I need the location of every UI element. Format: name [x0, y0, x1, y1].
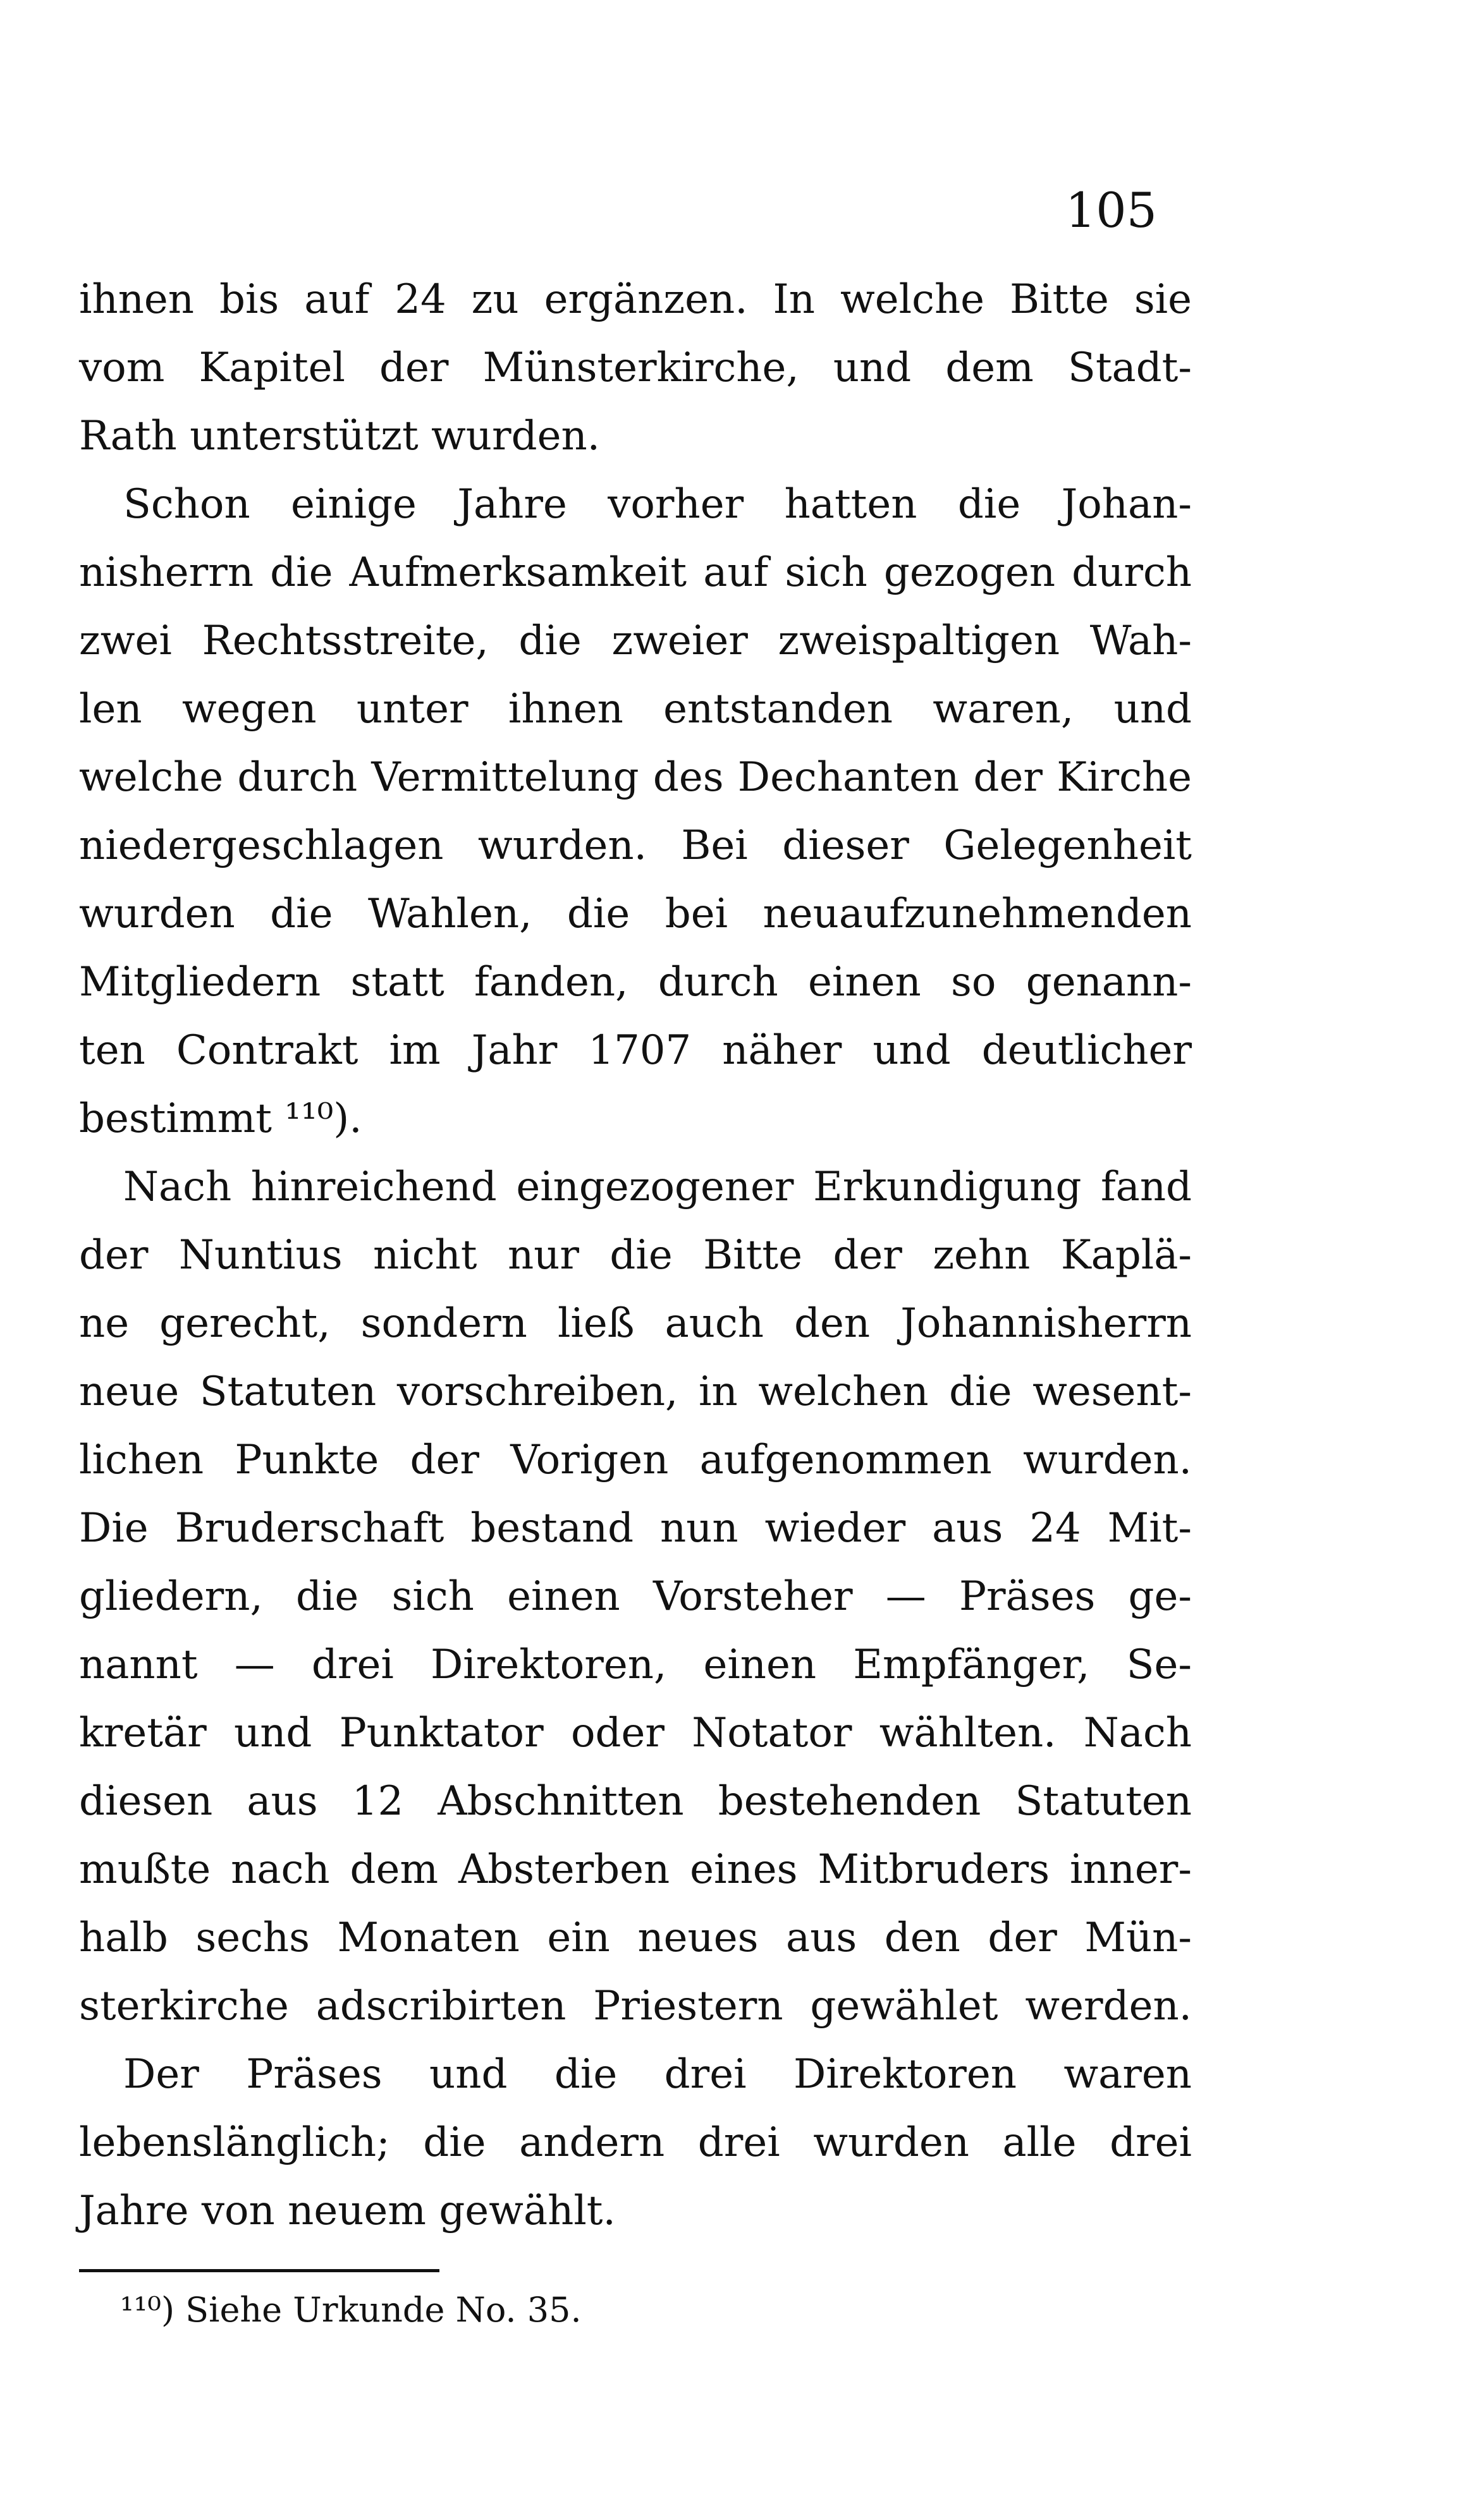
- text-line: lebenslänglich; die andern drei wurden alle drei: [79, 2119, 1192, 2166]
- text-line: welche durch Vermittelung des Dechanten der Kirche: [79, 754, 1192, 801]
- text-line: neue Statuten vorschreiben, in welchen die wesent-: [79, 1368, 1192, 1415]
- text-line: wurden die Wahlen, die bei neuaufzunehmenden: [79, 891, 1192, 937]
- text-line: Jahre von neuem gewählt.: [79, 2188, 616, 2234]
- text-line: halb sechs Monaten ein neues aus den der Mün-: [79, 1914, 1192, 1961]
- text-line: vom Kapitel der Münsterkirche, und dem Stadt-: [79, 344, 1192, 391]
- text-line: Schon einige Jahre vorher hatten die Johan-: [123, 481, 1192, 528]
- text-line: nisherrn die Aufmerksamkeit auf sich gezogen durch: [79, 549, 1192, 596]
- text-line: kretär und Punktator oder Notator wählten. Nach: [79, 1710, 1192, 1756]
- text-line: gliedern, die sich einen Vorsteher — Präses ge-: [79, 1573, 1192, 1620]
- text-line: Mitgliedern statt fanden, durch einen so genann-: [79, 959, 1192, 1006]
- text-line: der Nuntius nicht nur die Bitte der zehn Kaplä-: [79, 1232, 1192, 1279]
- footnote-divider: [79, 2269, 439, 2272]
- text-line: Der Präses und die drei Direktoren waren: [123, 2051, 1192, 2098]
- text-line: mußte nach dem Absterben eines Mitbruders inner-: [79, 1846, 1192, 1893]
- text-line: Die Bruderschaft bestand nun wieder aus 24 Mit-: [79, 1505, 1192, 1552]
- text-line: nannt — drei Direktoren, einen Empfänger, Se-: [79, 1641, 1192, 1688]
- text-line: ne gerecht, sondern ließ auch den Johannisherrn: [79, 1300, 1192, 1347]
- footnote: ¹¹⁰) Siehe Urkunde No. 35.: [120, 2290, 582, 2330]
- text-line: bestimmt ¹¹⁰).: [79, 1095, 362, 1142]
- text-line: Rath unterstützt wurden.: [79, 413, 600, 460]
- text-line: ten Contrakt im Jahr 1707 näher und deutlicher: [79, 1027, 1192, 1074]
- text-line: Nach hinreichend eingezogener Erkundigung fand: [123, 1164, 1192, 1210]
- body-text: [79, 265, 1192, 2245]
- text-line: lichen Punkte der Vorigen aufgenommen wurden.: [79, 1437, 1192, 1483]
- page-number: 105: [1065, 182, 1157, 238]
- text-line: niedergeschlagen wurden. Bei dieser Gelegenheit: [79, 822, 1192, 869]
- text-line: diesen aus 12 Abschnitten bestehenden Statuten: [79, 1778, 1192, 1825]
- text-line: ihnen bis auf 24 zu ergänzen. In welche Bitte sie: [79, 276, 1192, 323]
- text-line: len wegen unter ihnen entstanden waren, und: [79, 686, 1192, 733]
- text-line: zwei Rechtsstreite, die zweier zweispaltigen Wah-: [79, 618, 1192, 664]
- text-line: sterkirche adscribirten Priestern gewählet werden.: [79, 1983, 1192, 2030]
